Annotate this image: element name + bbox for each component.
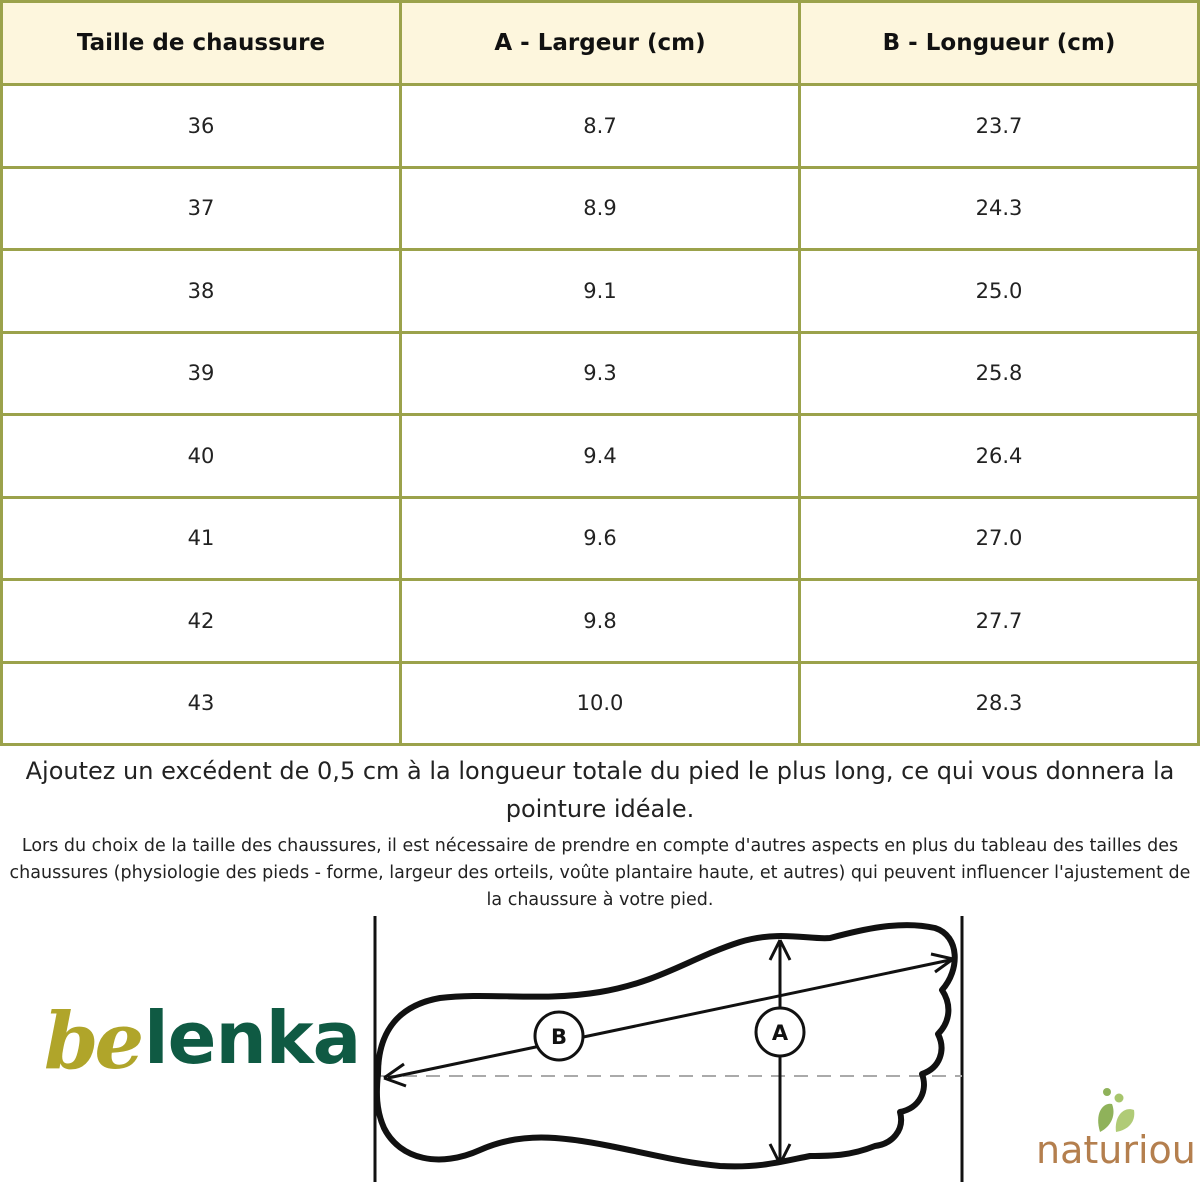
- leaf-icon: [1094, 1082, 1144, 1134]
- size-cell: 42: [2, 580, 401, 663]
- width-cell: 8.7: [401, 85, 800, 168]
- table-row: [2, 497, 1199, 580]
- length-cell: 26.4: [800, 415, 1199, 498]
- length-arrow: [388, 960, 950, 1078]
- logo-lenka-text: lenka: [144, 996, 361, 1080]
- size-cell: 37: [2, 167, 401, 250]
- size-cell: 38: [2, 250, 401, 333]
- table-row: [2, 332, 1199, 415]
- be-lenka-logo: [44, 996, 361, 1087]
- length-cell: 25.8: [800, 332, 1199, 415]
- table-row: [2, 85, 1199, 168]
- column-header: Taille de chaussure: [2, 2, 401, 85]
- width-cell: 9.8: [401, 580, 800, 663]
- width-cell: 8.9: [401, 167, 800, 250]
- size-cell: 39: [2, 332, 401, 415]
- table-row: [2, 250, 1199, 333]
- column-header: B - Longueur (cm): [800, 2, 1199, 85]
- size-cell: 36: [2, 85, 401, 168]
- length-marker-label: B: [550, 1025, 568, 1049]
- table-row: [2, 662, 1199, 745]
- table-header-row: [2, 2, 1199, 85]
- length-cell: 24.3: [800, 167, 1199, 250]
- width-cell: 9.1: [401, 250, 800, 333]
- width-cell: 9.6: [401, 497, 800, 580]
- logo-be-text: be: [44, 996, 141, 1087]
- naturiou-text: naturiou: [1036, 1128, 1196, 1172]
- width-cell: 9.4: [401, 415, 800, 498]
- length-cell: 27.0: [800, 497, 1199, 580]
- size-cell: 41: [2, 497, 401, 580]
- width-marker-label: A: [771, 1021, 789, 1045]
- table-row: [2, 167, 1199, 250]
- table-row: [2, 580, 1199, 663]
- foot-measurement-diagram: [360, 910, 980, 1200]
- size-cell: 43: [2, 662, 401, 745]
- table-row: [2, 415, 1199, 498]
- length-cell: 28.3: [800, 662, 1199, 745]
- width-cell: 9.3: [401, 332, 800, 415]
- naturiou-logo: [1036, 1082, 1196, 1182]
- length-cell: 25.0: [800, 250, 1199, 333]
- length-cell: 23.7: [800, 85, 1199, 168]
- sizing-disclaimer: Lors du choix de la taille des chaussures, il est nécessaire de prendre en compte d'autres aspects en plus du tableau des tailles des chaussures (physiologie des pieds - forme, largeur des orteils, voûte plantaire haute, et autres) qui peuvent influencer l'ajustement de la chaussure à votre pied.: [9, 836, 1191, 910]
- sizing-tip: Ajoutez un excédent de 0,5 cm à la longueur totale du pied le plus long, ce qui vous donnera la pointure idéale.: [25, 757, 1175, 823]
- foot-outline: [377, 925, 955, 1166]
- column-header: A - Largeur (cm): [401, 2, 800, 85]
- size-cell: 40: [2, 415, 401, 498]
- width-cell: 10.0: [401, 662, 800, 745]
- length-cell: 27.7: [800, 580, 1199, 663]
